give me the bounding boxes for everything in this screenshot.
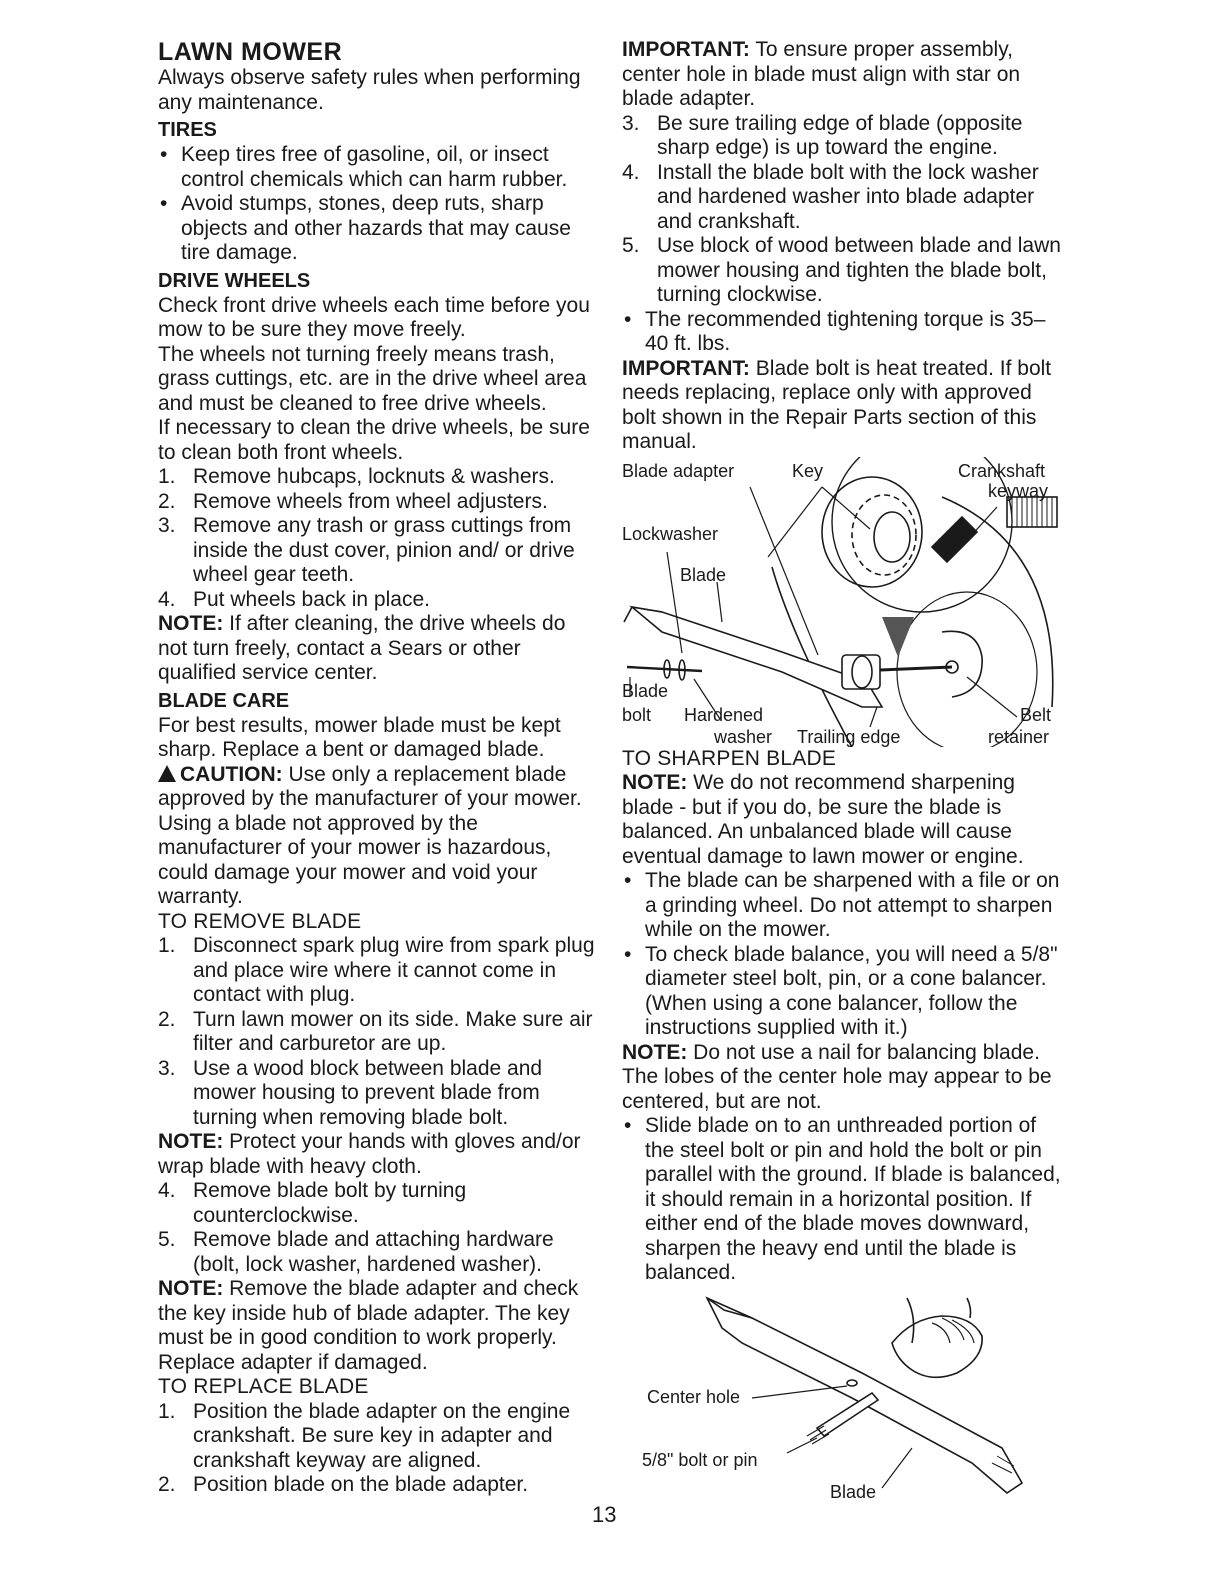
drive-note: NOTE: If after cleaning, the drive wheels do not turn freely, contact a Sears or other qualified service center. — [158, 612, 566, 684]
section-title: LAWN MOWER — [158, 38, 343, 66]
remove-blade-heading: TO REMOVE BLADE — [158, 909, 362, 933]
replace-step: 1. Position the blade adapter on the engine crankshaft. Be sure key in adapter and crankshaft keyway are aligned. — [158, 1399, 571, 1472]
label-bolt-or-pin: 5/8" bolt or pin — [642, 1449, 758, 1470]
blade-assembly-illustration — [622, 457, 1062, 747]
slide-bullet: • Slide blade on to an unthreaded portion of the steel bolt or pin and hold the bolt or pin parallel with the ground. If blade is balanced, it should remain in a horizontal position. If either end of the blade moves downward, sharpen the heavy end until the blade is balanced. — [624, 1114, 1061, 1284]
sharpen-bullet: • To check blade balance, you will need a 5/8" diameter steel bolt, pin, or a cone balancer. (When using a cone balancer, follow the instructions supplied with it.) — [624, 942, 1058, 1039]
blade-balance-illustration — [612, 1288, 1052, 1510]
drive-step: 4. Put wheels back in place. — [158, 587, 430, 611]
nail-note: NOTE: Do not use a nail for balancing blade. The lobes of the center hole may appear to be centered, but are not. — [622, 1040, 1052, 1113]
drive-step: 3. Remove any trash or grass cuttings from inside the dust cover, pinion and/ or drive wheel gear teeth. — [158, 514, 575, 586]
label-hardened-washer: Hardened — [684, 704, 764, 725]
left-column — [158, 38, 598, 1498]
tires-bullet: • Keep tires free of gasoline, oil, or insect control chemicals which can harm rubber. — [160, 143, 568, 191]
blade-assembly-figure — [622, 457, 1062, 747]
label-trailing-edge: Trailing edge — [797, 726, 901, 747]
drive-paragraph: Check front drive wheels each time before you mow to be sure they move freely. — [158, 293, 590, 341]
label-belt-retainer: Belt — [1020, 704, 1052, 725]
drive-step: 2. Remove wheels from wheel adjusters. — [158, 489, 548, 513]
label-key: Key — [792, 460, 824, 481]
remove-step: 2. Turn lawn mower on its side. Make sure air filter and carburetor are up. — [158, 1007, 593, 1055]
label-crankshaft: Crankshaft — [958, 460, 1046, 481]
label-blade-bolt: bolt — [622, 704, 652, 725]
remove-step: 4. Remove blade bolt by turning counterclockwise. — [158, 1179, 467, 1227]
replace-step: 5. Use block of wood between blade and lawn mower housing and tighten the blade bolt, turning clockwise. — [622, 234, 1061, 306]
sharpen-note: NOTE: We do not recommend sharpening blade - but if you do, be sure the blade is balanced. An unbalanced blade will cause eventual damage to lawn mower or engine. — [622, 771, 1024, 868]
label-lockwasher: Lockwasher — [622, 523, 719, 544]
tires-heading: TIRES — [158, 119, 217, 141]
sharpen-blade-heading: TO SHARPEN BLADE — [622, 746, 837, 770]
replace-step: 4. Install the blade bolt with the lock washer and hardened washer into blade adapter and crankshaft. — [622, 160, 1039, 233]
adapter-note: NOTE: Remove the blade adapter and check the key inside hub of blade adapter. The key must be in good condition to work properly. Replace adapter if damaged. — [158, 1277, 579, 1374]
drive-wheels-heading: DRIVE WHEELS — [158, 269, 311, 292]
label-belt-retainer: retainer — [988, 726, 1050, 747]
remove-step: 5. Remove blade and attaching hardware (bolt, lock washer, hardened washer). — [158, 1228, 554, 1276]
remove-step: 1. Disconnect spark plug wire from spark plug and place wire where it cannot come in contact with plug. — [158, 934, 595, 1006]
magnify-pointer — [882, 617, 914, 657]
important-note: IMPORTANT: To ensure proper assembly, center hole in blade must align with star on blade adapter. — [622, 38, 1021, 110]
label-blade: Blade — [830, 1481, 877, 1502]
label-blade-bolt: Blade — [622, 680, 669, 701]
caution-block: CAUTION: Use only a replacement blade approved by the manufacturer of your mower. Using a blade not approved by the manufacturer of your mower is hazardous, could damage your mower and void your warranty. — [158, 762, 582, 908]
warning-icon — [158, 765, 176, 782]
drive-paragraph: If necessary to clean the drive wheels, be sure to clean both front wheels. — [158, 416, 590, 464]
replace-step: 2. Position blade on the blade adapter. — [158, 1473, 529, 1496]
torque-bullet: • The recommended tightening torque is 35–40 ft. lbs. — [624, 307, 1046, 355]
remove-step: 3. Use a wood block between blade and mower housing to prevent blade from turning when removing blade bolt. — [158, 1056, 543, 1129]
remove-note: NOTE: Protect your hands with gloves and/or wrap blade with heavy cloth. — [158, 1130, 581, 1178]
label-blade-adapter: Blade adapter — [622, 460, 735, 481]
blade-care-heading: BLADE CARE — [158, 689, 290, 712]
blade-care-text: For best results, mower blade must be kept sharp. Replace a bent or damaged blade. — [158, 713, 561, 761]
label-keyway: keyway — [988, 480, 1049, 501]
label-hardened-washer: washer — [714, 726, 773, 747]
intro-text: Always observe safety rules when performing any maintenance. — [158, 66, 581, 114]
drive-paragraph: The wheels not turning freely means trash, grass cuttings, etc. are in the drive wheel area and must be cleaned to free drive wheels. — [158, 342, 587, 415]
replace-step: 3. Be sure trailing edge of blade (opposite sharp edge) is up toward the engine. — [622, 111, 1023, 159]
right-column — [622, 38, 1067, 1510]
label-blade: Blade — [680, 564, 727, 585]
blade-balance-figure — [612, 1288, 1052, 1510]
replace-blade-heading: TO REPLACE BLADE — [158, 1375, 369, 1398]
page-number: 13 — [592, 1502, 617, 1527]
sharpen-bullet: • The blade can be sharpened with a file or on a grinding wheel. Do not attempt to sharpen while on the mower. — [624, 869, 1060, 941]
tires-bullet: • Avoid stumps, stones, deep ruts, sharp objects and other hazards that may cause tire damage. — [160, 192, 571, 264]
drive-step: 1. Remove hubcaps, locknuts & washers. — [158, 465, 555, 488]
important-note: IMPORTANT: Blade bolt is heat treated. If bolt needs replacing, replace only with approved bolt shown in the Repair Parts section of this manual. — [622, 356, 1052, 453]
label-center-hole: Center hole — [647, 1386, 741, 1407]
